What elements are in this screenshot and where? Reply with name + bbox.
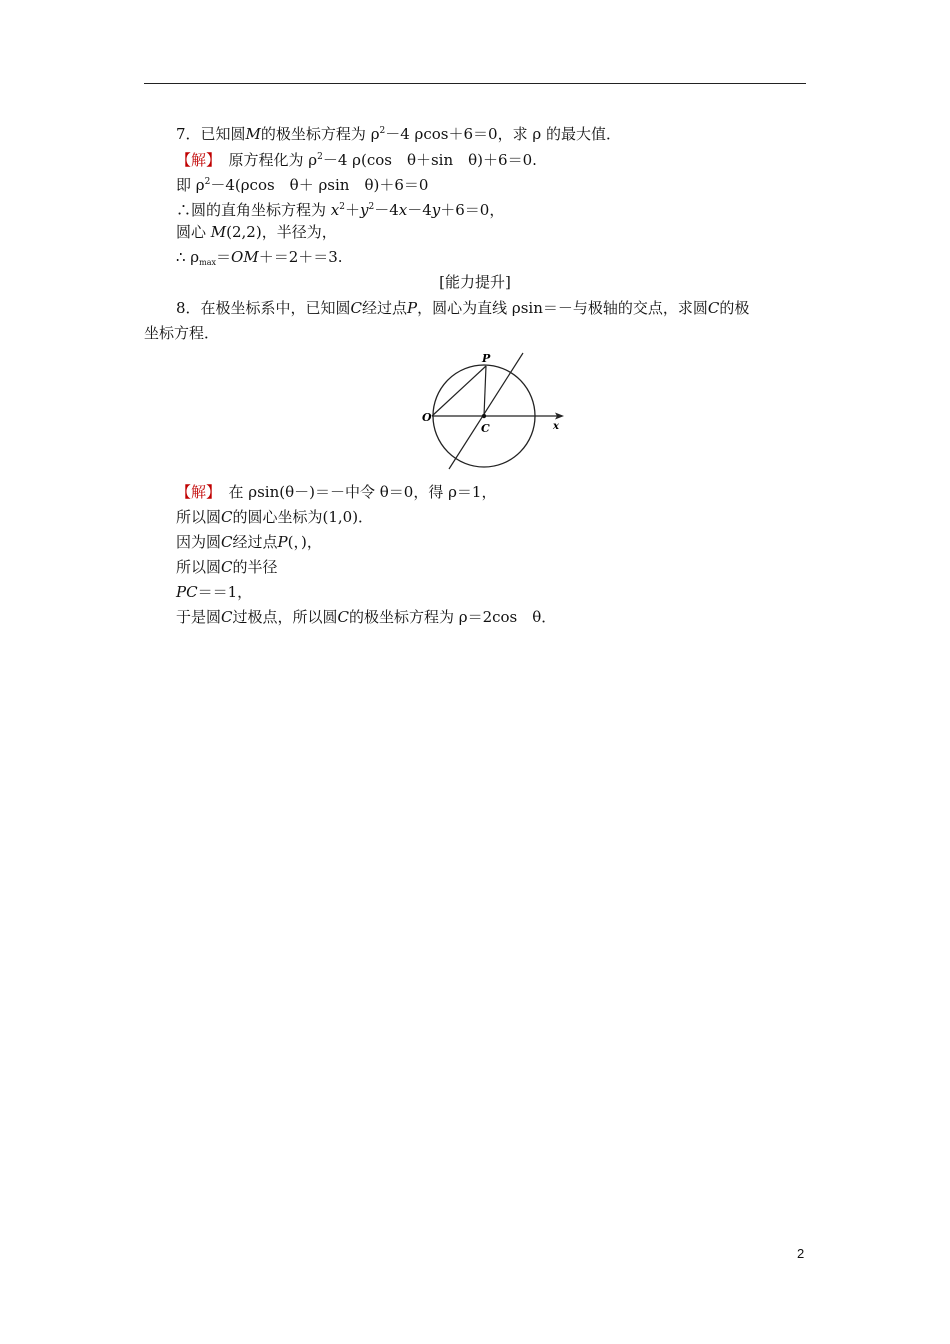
problem-8-solution-line-5: PC＝＝1， — [176, 583, 253, 601]
problem-8-solution-line-3: 因为圆C经过点P(，)， — [176, 533, 322, 551]
section-title: [能力提升] — [439, 273, 511, 291]
problem-7-solution-line-5: ∴ $\rho_{max}=OM+=2+=3$. — [176, 248, 343, 267]
problem-8-solution-line-2: 所以圆C的圆心坐标为(1,0)． — [176, 508, 374, 526]
circle-diagram — [418, 350, 578, 475]
problem-7-solution-line-3: ∴圆的直角坐标方程为 $x^2+y^2-4x-4y+6=0$， — [176, 201, 505, 219]
problem-8-question-line-2: 坐标方程． — [144, 324, 220, 342]
header-rule — [144, 83, 806, 84]
problem-8-question-line-1: 8．在极坐标系中，已知圆C经过点P，圆心为直线 ρsin＝－与极轴的交点，求圆C的极 — [176, 299, 750, 317]
problem-7-question: 7．已知圆M的极坐标方程为 $\rho^2-4$ ρcos＋6＝0，求 ρ 的最大值． — [176, 125, 621, 143]
label-x: x — [553, 421, 559, 432]
solution-tag: 【解】 — [176, 483, 214, 501]
center-point — [482, 414, 486, 418]
problem-7-solution-line-4: 圆心 M(2,2)，半径为， — [176, 223, 337, 241]
problem-8-solution-line-6: 于是圆C过极点，所以圆C的极坐标方程为 ρ＝2cos θ． — [176, 608, 557, 626]
problem-8-solution-line-1: 【解】 在 ρsin(θ－)＝－中令 θ＝0，得 ρ＝1， — [176, 483, 497, 501]
label-c: C — [481, 422, 490, 435]
problem-8-solution-line-4: 所以圆C的半径 — [176, 558, 278, 576]
page-number: 2 — [797, 1246, 805, 1261]
problem-7-solution-line-1: 【解】 原方程化为 $\rho^2-4$ ρ(cos θ＋sin θ)＋6＝0. — [176, 151, 537, 169]
solution-tag: 【解】 — [176, 151, 214, 169]
label-p: P — [482, 352, 491, 365]
problem-7-solution-line-2: 即 $\rho^2-4(\rho\cos$ θ＋ ρsin θ)＋6＝0 — [176, 176, 429, 194]
label-o: O — [422, 411, 432, 424]
segment-pc — [484, 366, 486, 416]
